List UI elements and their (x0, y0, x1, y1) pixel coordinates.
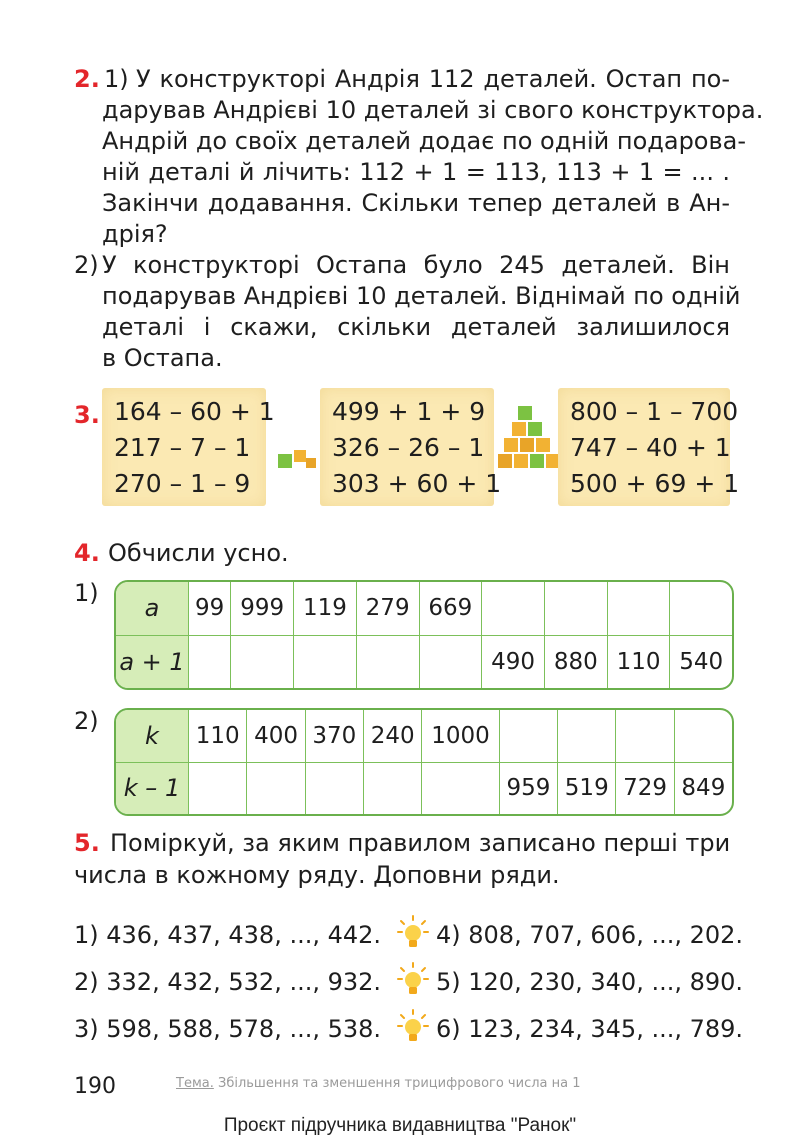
expression: 800 – 1 – 700 (570, 397, 739, 426)
table-cell: 110 (189, 710, 247, 762)
lightbulb-icon (396, 961, 430, 999)
theme-text: Збільшення та зменшення трицифрового числа на 1 (218, 1076, 581, 1091)
table-cell (231, 635, 294, 688)
task-4-title: Обчисли усно. (108, 539, 289, 567)
table-cell (422, 762, 499, 814)
table-head-cell: a (116, 582, 189, 635)
table-1 (114, 580, 734, 690)
expression-card (558, 388, 740, 506)
lightbulb-icon (396, 1008, 430, 1046)
task-5-line: Поміркуй, за яким правилом записано перші три (110, 829, 731, 857)
table-cell (356, 635, 419, 688)
project-note: Проєкт підручника видавництва "Ранок" (223, 1115, 577, 1136)
table-cell (294, 635, 357, 688)
table-head-cell: a + 1 (116, 635, 189, 688)
table-cell: 849 (681, 775, 726, 802)
cubes-icon (262, 440, 322, 480)
sequence: 4) 808, 707, 606, ..., 202. (436, 921, 744, 949)
table-cell (305, 762, 363, 814)
page-number: 190 (74, 1074, 116, 1099)
table-cell (482, 582, 545, 635)
table-cell: 959 (499, 762, 557, 814)
table-cell: 99 (189, 582, 231, 635)
task-2-line: ній деталі й лічить: 112 + 1 = 113, 113 + 1 = ... . (102, 158, 730, 186)
lightbulb-icon (396, 914, 430, 952)
table-cell: 119 (294, 582, 357, 635)
task-2-line: деталі і скажи, скільки деталей залишилося (102, 313, 730, 341)
table-2 (114, 708, 734, 816)
sequence: 5) 120, 230, 340, ..., 890. (436, 968, 744, 996)
table-cell (544, 582, 607, 635)
table-cell: 540 (679, 648, 724, 675)
task-2-line: Закінчи додавання. Скільки тепер деталей в Ан- (102, 189, 730, 217)
theme-label: Тема. (176, 1076, 214, 1091)
sequence: 1) 436, 437, 438, ..., 442. (74, 921, 382, 949)
table-cell: 279 (356, 582, 419, 635)
task-2-part-2-label: 2) (74, 251, 99, 279)
task-2-line: подарував Андрієві 10 деталей. Віднімай по одній (102, 282, 741, 310)
cube-pyramid-icon (494, 400, 564, 480)
expression: 303 + 60 + 1 (332, 469, 502, 498)
sequence: 6) 123, 234, 345, ..., 789. (436, 1015, 744, 1043)
task-2-line: в Остапа. (102, 344, 223, 372)
task-2-line: Андрій до своїх деталей додає по одній подарова- (102, 127, 746, 155)
task-2-part-1-label: 1) (104, 65, 129, 93)
table-cell (670, 582, 732, 635)
sequence: 2) 332, 432, 532, ..., 932. (74, 968, 382, 996)
table-cell: 240 (364, 710, 422, 762)
table-cell (419, 635, 482, 688)
task-2-line: дарував Андрієві 10 деталей зі свого конструктора. (102, 96, 764, 124)
table-1-label: 1) (74, 579, 99, 607)
table-cell (616, 710, 674, 762)
table-cell (607, 582, 670, 635)
expression: 499 + 1 + 9 (332, 397, 486, 426)
table-cell: 999 (231, 582, 294, 635)
expression-card (102, 388, 275, 506)
table-cell (247, 762, 305, 814)
table-cell: 880 (544, 635, 607, 688)
task-2-line: У конструкторі Остапа було 245 деталей. Він (102, 251, 730, 279)
task-2-number: 2. (74, 65, 100, 93)
table-cell: 370 (305, 710, 363, 762)
expression: 747 – 40 + 1 (570, 433, 731, 462)
table-cell (189, 635, 231, 688)
table-cell: 110 (607, 635, 670, 688)
expression: 326 – 26 – 1 (332, 433, 485, 462)
table-cell: 1000 (422, 710, 499, 762)
table-cell: 519 (558, 762, 616, 814)
table-2-label: 2) (74, 707, 99, 735)
task-5-line: числа в кожному ряду. Доповни ряди. (74, 861, 560, 889)
table-cell (558, 710, 616, 762)
table-head-cell: k – 1 (116, 762, 189, 814)
table-cell: 400 (247, 710, 305, 762)
table-cell: 729 (616, 762, 674, 814)
table-head-cell: k (116, 710, 189, 762)
task-3-number: 3. (74, 401, 100, 429)
table-cell (674, 710, 732, 762)
table-cell: 490 (482, 635, 545, 688)
page-theme (176, 1076, 581, 1091)
expression: 164 – 60 + 1 (114, 397, 275, 426)
task-2-line: У конструкторі Андрія 112 деталей. Остап по- (136, 65, 730, 93)
expression: 217 – 7 – 1 (114, 433, 251, 462)
table-cell: 669 (419, 582, 482, 635)
table-cell (189, 762, 247, 814)
task-2-line: дрія? (102, 220, 168, 248)
table-cell (499, 710, 557, 762)
table-cell (364, 762, 422, 814)
expression: 270 – 1 – 9 (114, 469, 251, 498)
expression-card (320, 388, 502, 506)
expression: 500 + 69 + 1 (570, 469, 740, 498)
sequence: 3) 598, 588, 578, ..., 538. (74, 1015, 382, 1043)
task-4-number: 4. (74, 539, 100, 567)
task-5-number: 5. (74, 829, 100, 857)
